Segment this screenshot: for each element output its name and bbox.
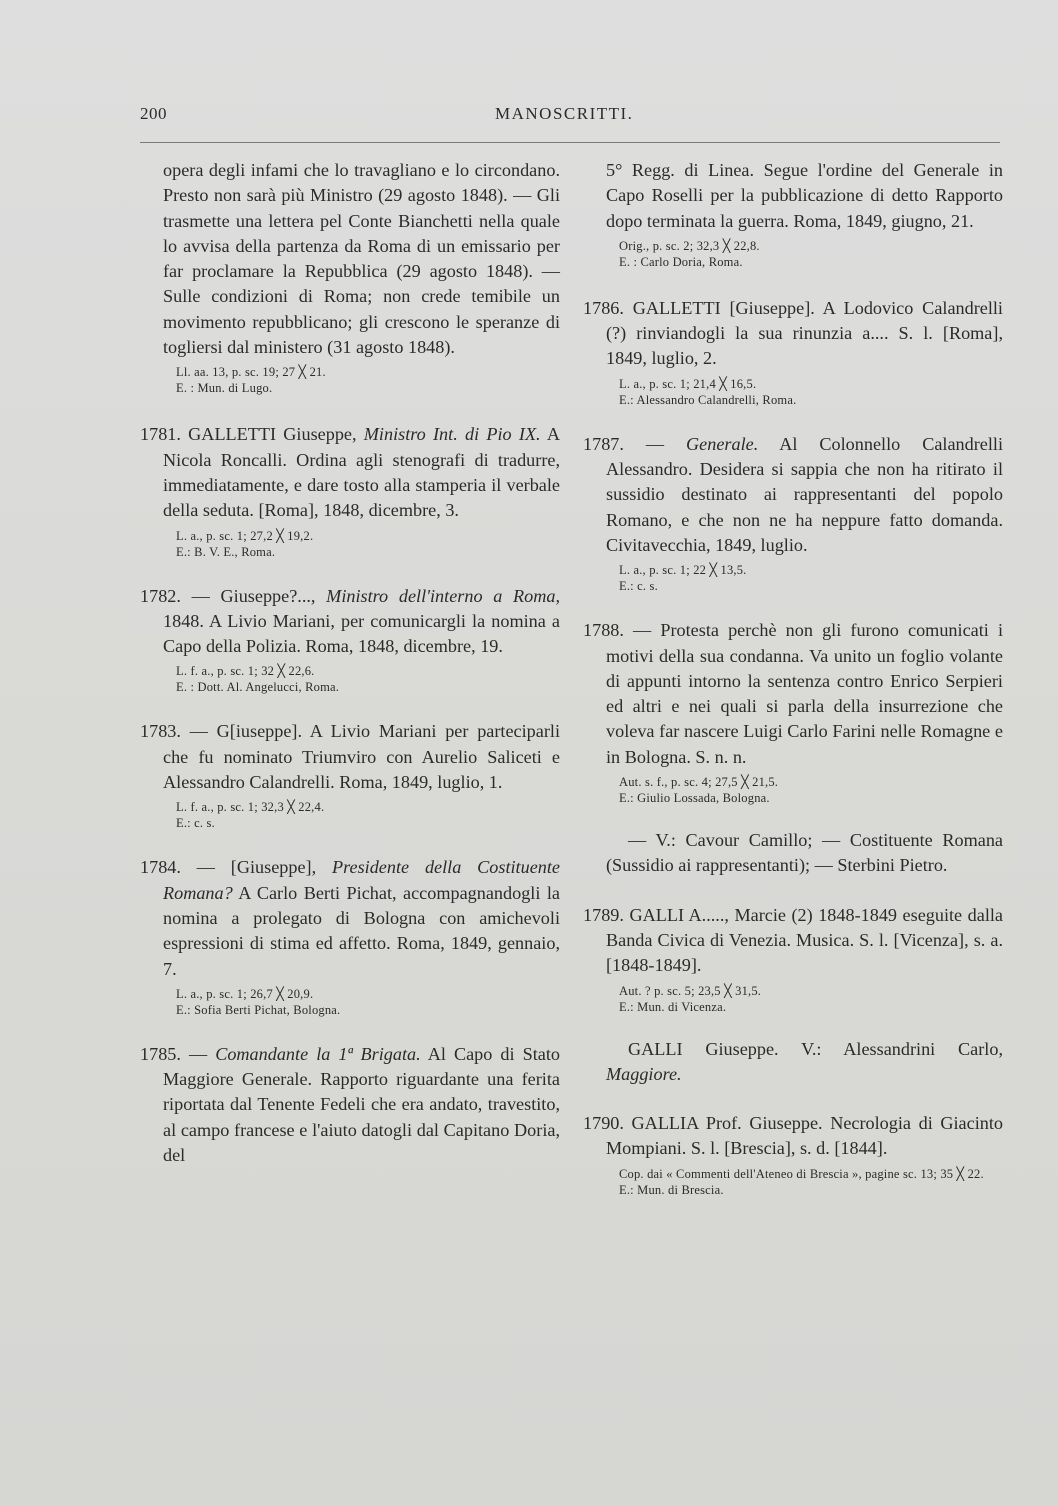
entry-number: 1789. [583, 904, 624, 925]
entry-title: Ministro Int. di Pio IX. [363, 424, 541, 445]
entry-description: Ll. aa. 13, p. sc. 19; 27 ╳ 21. [176, 365, 326, 380]
entry-title: Generale. [686, 433, 759, 454]
entry-1784 [140, 855, 560, 1017]
entry-text: opera degli infami che lo travagliano e lo circondano. Presto non sarà più Ministro (29 agosto 1848). — Gli trasmette una lettera pel Conte Bianchetti nella quale lo avvisa della partenza da Roma di un emissario per far proclamare la Repubblica (29 agosto 1848). — Sulle condizioni di Roma; non crede temibile un movimento repubblicano; gli crescono le speranze di togliersi dal ministero (31 agosto 1848). [163, 160, 560, 358]
entry-description: L. a., p. sc. 1; 21,4 ╳ 16,5. [619, 376, 757, 391]
cross-reference-text: — V.: Cavour Camillo; — Costituente Romana (Sussidio ai rappresentanti); — Sterbini Pietro. [606, 830, 1003, 876]
entry-text [583, 903, 1003, 979]
entry-body: GALLIA Prof. Giuseppe. Necrologia di Giacinto Mompiani. S. l. [Brescia], s. d. [1844]. [606, 1113, 1003, 1159]
entry-name: GALLETTI Giuseppe, [188, 424, 357, 445]
entry-1789 [583, 903, 1003, 1015]
entry-number: 1784. [140, 857, 181, 878]
entry-number: 1788. [583, 620, 624, 641]
entry-name: — [645, 433, 665, 454]
entry-owner: E.: Mun. di Brescia. [619, 1182, 724, 1197]
entry-body: A Carlo Berti Pichat, accompagnandogli la nomina a prolegato di Bologna con amichevoli espressioni di stima ed affetto. Roma, 1849, gennaio, 7. [163, 882, 560, 979]
entry-body: — G[iuseppe]. A Livio Mariani per parteciparli che fu nominato Triumviro con Aurelio Saliceti e Alessandro Calandrelli. Roma, 1849, luglio, 1. [163, 721, 561, 793]
entry-text [140, 719, 560, 795]
running-title: MANOSCRITTI. [495, 104, 634, 123]
entry-1782 [140, 584, 560, 696]
page-header [140, 104, 998, 134]
entry-body: Al Colonnello Calandrelli Alessandro. Desidera si sappia che non ha ritirato il sussidio destinato ai rappresentanti del popolo Romano, e che non ne ha neppure fatto domanda. Civitavecchia, 1849, luglio. [606, 433, 1003, 555]
entry-description: L. a., p. sc. 1; 27,2 ╳ 19,2. [176, 528, 314, 543]
entry-number: 1783. [140, 721, 181, 742]
entry-text [583, 432, 1003, 558]
entry-description: Aut. s. f., p. sc. 4; 27,5 ╳ 21,5. [619, 775, 779, 790]
entry-name: — [Giuseppe], [196, 857, 317, 878]
entry-text [140, 855, 560, 981]
entry-description: L. f. a., p. sc. 1; 32,3 ╳ 22,4. [176, 800, 325, 815]
entry-number: 1790. [583, 1113, 624, 1134]
entry-text [583, 618, 1003, 770]
entry-name: — [188, 1043, 208, 1064]
entry-metadata [583, 983, 1003, 1015]
entry-description: L. a., p. sc. 1; 22 ╳ 13,5. [619, 563, 747, 578]
entry-name: — Giuseppe?..., [191, 585, 316, 606]
entry-metadata [583, 238, 1003, 270]
entry-1783 [140, 719, 560, 831]
entry-body: — Protesta perchè non gli furono comunicati i motivi della sua condanna. Va unito un foglio volante di appunti intorno la sentenza contro Enrico Serpieri ed altri e nei quali si parla della insurrezione che voleva far nascere Luigi Carlo Farini nelle Romagne e in Bologna. S. n. n. [606, 620, 1003, 767]
entry-number: 1781. [140, 424, 181, 445]
entry-owner: E.: c. s. [619, 579, 658, 594]
entry-description: L. f. a., p. sc. 1; 32 ╳ 22,6. [176, 664, 315, 679]
entry-metadata [583, 1166, 1003, 1198]
entry-text [140, 422, 560, 523]
cross-reference-galletti [583, 828, 1003, 879]
entry-text [583, 1111, 1003, 1162]
entry-metadata [140, 528, 560, 560]
left-column [140, 158, 560, 1188]
cross-reference-text [583, 1037, 1003, 1088]
cross-reference-body: GALLI Giuseppe. V.: Alessandrini Carlo, [628, 1038, 1003, 1059]
right-column [583, 158, 1003, 1218]
entry-number: 1785. [140, 1043, 181, 1064]
entry-1786 [583, 296, 1003, 408]
entry-description: Aut. ? p. sc. 5; 23,5 ╳ 31,5. [619, 983, 762, 998]
entry-description: Orig., p. sc. 2; 32,3 ╳ 22,8. [619, 238, 760, 253]
entry-metadata [583, 376, 1003, 408]
entry-owner: E.: B. V. E., Roma. [176, 544, 276, 559]
entry-title: Presidente della Costituente Romana? [163, 857, 560, 903]
entry-owner: E.: c. s. [176, 816, 215, 831]
entry-number: 1787. [583, 433, 624, 454]
entry-title: Ministro dell'interno a Roma, [326, 585, 561, 606]
entry-1790 [583, 1111, 1003, 1198]
cross-reference-galli-giuseppe [583, 1037, 1003, 1088]
entry-1785 [140, 1042, 560, 1168]
entry-continuation-left [140, 158, 560, 396]
entry-owner: E.: Mun. di Vicenza. [619, 999, 727, 1014]
entry-metadata [583, 562, 1003, 594]
entry-metadata [140, 986, 560, 1018]
entry-1788 [583, 618, 1003, 806]
entry-body: GALLETTI [Giuseppe]. A Lodovico Calandrelli (?) rinviandogli la sua rinunzia a.... S. l. [Roma], 1849, luglio, 2. [606, 297, 1003, 369]
entry-metadata [140, 364, 560, 396]
entry-owner: E. : Dott. Al. Angelucci, Roma. [176, 680, 340, 695]
entry-text [140, 1042, 560, 1168]
page-number: 200 [140, 104, 167, 123]
entry-metadata [140, 799, 560, 831]
header-rule [140, 142, 1000, 143]
entry-body: A Nicola Roncalli. Ordina agli stenografi di tradurre, immediatamente, e dare tosto alla stamperia il verbale della seduta. [Roma], 1848, dicembre, 3. [163, 424, 560, 521]
entry-owner: E.: Sofia Berti Pichat, Bologna. [176, 1002, 341, 1017]
cross-reference-italic: Maggiore. [606, 1063, 682, 1084]
entry-description: L. a., p. sc. 1; 26,7 ╳ 20,9. [176, 986, 314, 1001]
entry-owner: E.: Alessandro Calandrelli, Roma. [619, 392, 797, 407]
entry-text [583, 296, 1003, 372]
entry-1787 [583, 432, 1003, 594]
entry-body: 1848. A Livio Mariani, per comunicargli la nomina a Capo della Polizia. Roma, 1848, dicembre, 19. [163, 610, 560, 657]
entry-owner: E. : Carlo Doria, Roma. [619, 254, 743, 269]
entry-owner: E.: Giulio Lossada, Bologna. [619, 791, 770, 806]
entry-text: 5° Regg. di Linea. Segue l'ordine del Generale in Capo Roselli per la pubblicazione di detto Rapporto dopo terminata la guerra. Roma, 1849, giugno, 21. [606, 160, 1003, 231]
entry-owner: E. : Mun. di Lugo. [176, 381, 273, 396]
entry-description: Cop. dai « Commenti dell'Ateneo di Brescia », pagine sc. 13; 35 ╳ 22. [619, 1166, 984, 1181]
entry-title: Comandante la 1ª Brigata. [215, 1043, 421, 1064]
entry-body: Al Capo di Stato Maggiore Generale. Rapporto riguardante una ferita riportata dal Tenente Fedeli che era andato, travestito, al campo francese e l'aiuto datogli dal Capitano Doria, del [163, 1043, 560, 1166]
entry-text [140, 584, 560, 660]
entry-number: 1782. [140, 585, 181, 606]
entry-metadata [140, 663, 560, 695]
entry-number: 1786. [583, 297, 624, 318]
entry-1781 [140, 422, 560, 559]
entry-continuation-right [583, 158, 1003, 270]
entry-metadata [583, 774, 1003, 806]
entry-body: GALLI A....., Marcie (2) 1848-1849 eseguite dalla Banda Civica di Venezia. Musica. S. l. [Vicenza], s. a. [1848-1849]. [606, 904, 1004, 976]
